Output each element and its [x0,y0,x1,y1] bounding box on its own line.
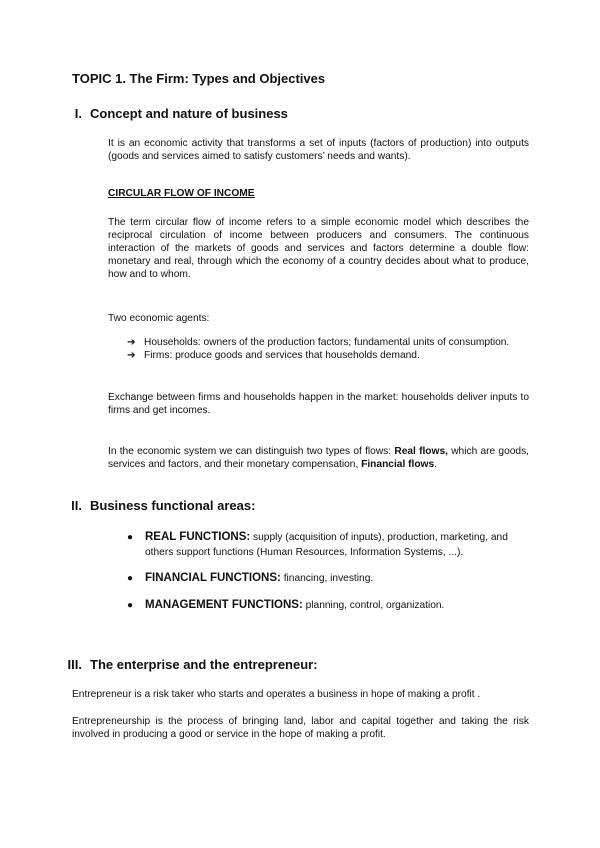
list-item-text: Firms: produce goods and services that households demand. [144,350,420,361]
agents-intro: Two economic agents: [108,313,210,324]
list-item-text [145,530,528,560]
entrepreneur-paragraph: Entrepreneur is a risk taker who starts and operates a business in hope of making a profit . [72,689,481,700]
circular-flow-paragraph: The term circular flow of income refers to a simple economic model which describes the reciprocal circulation of income between producers and consumers. The continuous interaction of the markets of goods and services and factors determine a double flow: monetary and real, through which the economy of a country decides about what to produce, how and to whom. [108,217,529,280]
bullet-icon: ● [127,600,134,611]
function-description: planning, control, organization. [302,600,445,611]
business-definition-paragraph: It is an economic activity that transforms a set of inputs (factors of production) into outputs (goods and services aimed to satisfy customers’ needs and wants). [108,138,529,162]
section-heading-1 [52,106,288,121]
function-label: FINANCIAL FUNCTIONS: [145,572,281,584]
section-title: The enterprise and the entrepreneur: [90,657,318,672]
flows-paragraph [108,445,529,471]
function-description: financing, investing. [280,573,374,584]
list-item [127,336,528,349]
flows-text-middle: which are goods, services and factors, and their monetary compensation, [108,446,530,470]
list-item [127,349,528,362]
topic-title: TOPIC 1. The Firm: Types and Objectives [72,71,326,86]
real-flows-term: Real flows, [394,446,448,457]
section-number: I. [74,106,82,121]
flows-text-after: . [434,459,437,470]
section-heading-2 [52,498,255,513]
bullet-icon: ● [127,532,134,543]
list-item [127,571,528,586]
function-label: REAL FUNCTIONS: [145,531,251,543]
circular-flow-heading: CIRCULAR FLOW OF INCOME [108,188,255,199]
list-item [127,598,528,613]
list-item [127,530,528,560]
arrow-icon: ➔ [127,337,136,348]
flows-text-before: In the economic system we can distinguish two types of flows: [108,446,395,457]
section-heading-3 [52,657,318,672]
section-number: II. [71,498,82,513]
section-title: Concept and nature of business [90,106,288,121]
section-number: III. [67,657,82,672]
function-label: MANAGEMENT FUNCTIONS: [145,599,303,611]
list-item-text [145,571,528,586]
function-description: supply (acquisition of inputs), production, marketing, and others support functions (Human Resources, Information Systems, ...). [145,532,508,558]
list-item-text [145,598,528,613]
financial-flows-term: Financial flows [361,459,435,470]
bullet-icon: ● [127,573,134,584]
section-title: Business functional areas: [90,498,256,513]
arrow-icon: ➔ [127,350,136,361]
list-item-text: Households: owners of the production factors; fundamental units of consumption. [144,337,510,348]
exchange-paragraph: Exchange between firms and households happen in the market: households deliver inputs to firms and get incomes. [108,392,529,416]
agents-list [127,336,528,362]
entrepreneurship-paragraph: Entrepreneurship is the process of bringing land, labor and capital together and taking the risk involved in producing a good or service in the hope of making a profit. [72,716,529,740]
